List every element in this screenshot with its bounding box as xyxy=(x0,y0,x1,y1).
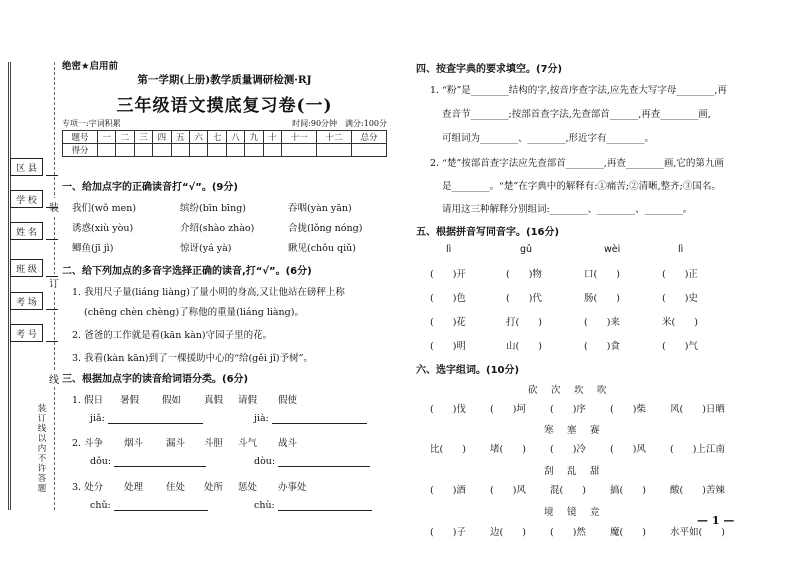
s3-answer-label: jià: xyxy=(254,413,269,424)
s3-answer-blank[interactable] xyxy=(114,510,208,511)
field-class-label: 班 级 xyxy=(10,259,43,277)
s3-answer-label: dòu: xyxy=(254,456,276,467)
s3-answer-blank[interactable] xyxy=(272,423,367,424)
s6-blank[interactable]: 水平如( ) xyxy=(670,527,725,538)
s5-blank[interactable]: ( )来 xyxy=(584,317,620,328)
s3-word: 烟斗 xyxy=(124,438,144,449)
topic-label: 专项一:字词积累 xyxy=(62,119,121,128)
score-header-cell: 二 xyxy=(116,131,134,144)
score-input-cell[interactable] xyxy=(153,144,171,157)
s3-answer[interactable] xyxy=(90,500,208,511)
s3-word: 战斗 xyxy=(278,438,298,449)
field-school-input[interactable] xyxy=(46,207,58,208)
seal-char: 线 xyxy=(49,370,59,387)
binding-strip xyxy=(6,62,58,510)
s5-blank[interactable]: ( )代 xyxy=(506,293,542,304)
s1-option[interactable]: 我们(wǒ men) xyxy=(72,203,137,214)
s6-blank[interactable]: 魔( ) xyxy=(610,527,646,538)
field-id-input[interactable] xyxy=(46,341,58,342)
s3-word: 漏斗 xyxy=(166,438,186,449)
score-header-cell: 四 xyxy=(153,131,171,144)
s3-word: 1. 假日 xyxy=(72,395,104,406)
s3-answer-blank[interactable] xyxy=(278,466,370,467)
s6-blank[interactable]: 酸( )苦辣 xyxy=(670,485,725,496)
s5-pinyin: lì xyxy=(446,244,452,255)
score-header-cell: 九 xyxy=(245,131,263,144)
score-header-cell: 总分 xyxy=(351,131,386,144)
field-name-input[interactable] xyxy=(46,239,58,240)
s1-option[interactable]: 瞅见(chǒu qiǔ) xyxy=(288,243,356,254)
s5-blank[interactable]: ( )物 xyxy=(506,269,542,280)
field-id-label: 考 号 xyxy=(10,324,43,342)
s5-blank[interactable]: ( )开 xyxy=(430,269,466,280)
s3-word: 假使 xyxy=(278,395,298,406)
score-header-row xyxy=(63,131,387,144)
exam-title: 三年级语文摸底复习卷(一) xyxy=(116,96,333,116)
score-header-cell: 十一 xyxy=(282,131,317,144)
s1-option[interactable]: 吞咽(yàn yān) xyxy=(288,203,352,214)
score-input-cell[interactable] xyxy=(226,144,244,157)
s5-pinyin: wèi xyxy=(604,244,621,255)
score-input-cell[interactable] xyxy=(134,144,152,157)
s1-option[interactable]: 诱惑(xiù yòu) xyxy=(72,223,134,234)
s6-blank[interactable]: ( )冷 xyxy=(550,444,586,455)
s6-char-choices: 寒 塞 赛 xyxy=(544,425,602,436)
s2-item[interactable]: 2. 爸爸的工作就是看(kān kàn)守园子里的花。 xyxy=(72,330,273,341)
score-header-cell: 六 xyxy=(190,131,208,144)
s6-blank[interactable]: 风( )日晒 xyxy=(670,404,725,415)
s6-char-choices: 砍 次 坎 吹 xyxy=(528,385,609,396)
s3-word: 处所 xyxy=(204,482,224,493)
s6-blank[interactable]: ( )风 xyxy=(610,444,646,455)
score-row-label: 得分 xyxy=(63,144,98,157)
s6-blank[interactable]: 搞( ) xyxy=(610,485,646,496)
score-input-cell[interactable] xyxy=(263,144,281,157)
score-input-cell[interactable] xyxy=(208,144,226,157)
score-header-cell: 十 xyxy=(263,131,281,144)
s3-word: 请假 xyxy=(238,395,258,406)
score-header-cell: 三 xyxy=(134,131,152,144)
s6-blank[interactable]: ( )酒 xyxy=(430,485,466,496)
s3-word: 2. 斗争 xyxy=(72,438,104,449)
field-class-input[interactable] xyxy=(46,276,58,277)
s3-word: 真假 xyxy=(204,395,224,406)
field-room-label: 考 场 xyxy=(10,292,43,310)
s3-word: 暑假 xyxy=(120,395,140,406)
score-input-cell[interactable] xyxy=(97,144,115,157)
s6-blank[interactable]: ( )坷 xyxy=(490,404,526,415)
field-district-label: 区 县 xyxy=(10,158,43,176)
score-header-cell: 七 xyxy=(208,131,226,144)
s3-answer-label: chǔ: xyxy=(90,500,111,511)
s3-answer-label: chù: xyxy=(254,500,275,511)
s6-char-choices: 境 镜 竞 xyxy=(544,507,602,518)
s6-blank[interactable]: ( )伐 xyxy=(430,404,466,415)
s2-item[interactable]: 3. 我看(kàn kān)到了一棵援助中心的“给(gěi jǐ)予树”。 xyxy=(72,353,313,364)
field-name-label: 姓 名 xyxy=(10,222,43,240)
page-number: — 1 — xyxy=(697,514,735,527)
s3-answer-blank[interactable] xyxy=(278,510,372,511)
s3-word: 假如 xyxy=(162,395,182,406)
field-district-input[interactable] xyxy=(46,175,58,176)
s3-word: 惩处 xyxy=(238,482,258,493)
s5-pinyin: gǔ xyxy=(520,244,533,255)
s3-word: 斗胆 xyxy=(204,438,224,449)
s6-blank[interactable]: ( )风 xyxy=(490,485,526,496)
s6-blank[interactable]: ( )上江南 xyxy=(670,444,725,455)
time-score-label: 时间:90分钟 满分:100分 xyxy=(292,119,387,128)
score-input-cell[interactable] xyxy=(351,144,386,157)
field-school-label: 学 校 xyxy=(10,190,43,208)
s5-blank[interactable]: 打( ) xyxy=(506,317,542,328)
s1-option[interactable]: 鲫鱼(jī jì) xyxy=(72,243,114,254)
binding-line xyxy=(10,62,11,510)
s1-option[interactable]: 介绍(shào zhào) xyxy=(180,223,255,234)
exam-meta xyxy=(62,118,387,129)
s6-blank[interactable]: ( )子 xyxy=(430,527,466,538)
s5-blank[interactable]: 米( ) xyxy=(662,317,698,328)
s3-answer[interactable] xyxy=(90,413,203,424)
score-input-cell[interactable] xyxy=(317,144,352,157)
s1-option[interactable]: 缤纷(bīn bīng) xyxy=(180,203,246,214)
exam-subtitle: 第一学期(上册)教学质量调研检测·RJ xyxy=(137,74,312,86)
s5-blank[interactable]: ( )色 xyxy=(430,293,466,304)
s5-blank[interactable]: ( )史 xyxy=(662,293,698,304)
s5-blank[interactable]: 口( ) xyxy=(584,269,620,280)
s1-option[interactable]: 惊讶(yá yà) xyxy=(180,243,232,254)
s4-q1-line[interactable]: 可组词为________、________,形近字有________。 xyxy=(442,133,655,144)
score-header-cell: 题号 xyxy=(63,131,98,144)
score-input-cell[interactable] xyxy=(116,144,134,157)
s3-answer-label: jiǎ: xyxy=(90,413,105,424)
s3-answer[interactable] xyxy=(254,456,370,467)
section-2-title: 二、给下列加点的多音字选择正确的读音,打“√”。(6分) xyxy=(62,266,312,277)
s6-char-choices: 刮 乱 甜 xyxy=(544,466,602,477)
s4-q2-line[interactable]: 请用这三种解释分别组词:________、________、________。 xyxy=(442,204,693,215)
seal-char: 装 xyxy=(49,198,59,215)
s6-blank[interactable]: 混( ) xyxy=(550,485,586,496)
binding-note: 装订线以内不许答题 xyxy=(37,404,47,494)
section-6-title: 六、选字组词。(10分) xyxy=(416,365,520,376)
s3-answer-blank[interactable] xyxy=(108,423,203,424)
s1-option[interactable]: 合拢(lǒng nóng) xyxy=(288,223,363,234)
score-header-cell: 一 xyxy=(97,131,115,144)
s4-q1-line[interactable]: 查音节________;按部首查字法,先查部首______,再查________画, xyxy=(442,109,711,120)
s5-blank[interactable]: ( )花 xyxy=(430,317,466,328)
section-4-title: 四、按查字典的要求填空。(7分) xyxy=(416,64,563,75)
s3-word: 办事处 xyxy=(278,482,307,493)
score-input-cell[interactable] xyxy=(190,144,208,157)
s2-item[interactable]: (chēng chèn chèng)了称他的重量(liáng liàng)。 xyxy=(84,307,304,318)
score-input-cell[interactable] xyxy=(282,144,317,157)
score-input-cell[interactable] xyxy=(245,144,263,157)
s5-blank[interactable]: ( )明 xyxy=(430,341,466,352)
seal-char: 订 xyxy=(49,274,59,291)
s6-blank[interactable]: ( )柴 xyxy=(610,404,646,415)
field-room-input[interactable] xyxy=(46,309,58,310)
left-column xyxy=(62,58,387,511)
s3-answer-label: dǒu: xyxy=(90,456,112,467)
section-3-title: 三、根据加点字的读音给词语分类。(6分) xyxy=(62,374,249,385)
s6-blank[interactable]: ( )然 xyxy=(550,527,586,538)
s5-blank[interactable]: ( )气 xyxy=(662,341,698,352)
s5-blank[interactable]: ( )食 xyxy=(584,341,620,352)
score-header-cell: 十二 xyxy=(317,131,352,144)
s4-q1-line[interactable]: 1. “粉”是________结构的字,按音序查字法,应先查大写字母________,再 xyxy=(430,85,727,96)
s6-blank[interactable]: ( )序 xyxy=(550,404,586,415)
binding-line xyxy=(8,62,9,510)
section-1-title: 一、给加点字的正确读音打“√”。(9分) xyxy=(62,182,238,193)
score-header-cell: 八 xyxy=(226,131,244,144)
secret-label: 绝密★启用前 xyxy=(62,61,119,72)
s3-answer[interactable] xyxy=(254,413,367,424)
s5-pinyin: lì xyxy=(678,244,684,255)
s4-q2-line[interactable]: 2. “楚”按部首查字法应先查部首________,再查________画,它的第九画 xyxy=(430,158,724,169)
s5-blank[interactable]: 肠( ) xyxy=(584,293,620,304)
s3-word: 斗气 xyxy=(238,438,258,449)
s3-answer[interactable] xyxy=(254,500,372,511)
score-input-cell[interactable] xyxy=(171,144,189,157)
s3-answer-blank[interactable] xyxy=(114,466,206,467)
s2-item[interactable]: 1. 我用尺子量(liáng liàng)了量小明的身高,又让他站在磅秤上称 xyxy=(72,287,345,298)
s5-blank[interactable]: 山( ) xyxy=(506,341,542,352)
score-value-row xyxy=(63,144,387,157)
s6-blank[interactable]: 堵( ) xyxy=(490,444,526,455)
score-table xyxy=(62,130,387,157)
s3-word: 住处 xyxy=(166,482,186,493)
s6-blank[interactable]: 比( ) xyxy=(430,444,466,455)
s3-answer[interactable] xyxy=(90,456,206,467)
s3-word: 处理 xyxy=(124,482,144,493)
s3-word: 3. 处分 xyxy=(72,482,104,493)
section-5-title: 五、根据拼音写同音字。(16分) xyxy=(416,227,560,238)
s6-blank[interactable]: 边( ) xyxy=(490,527,526,538)
s4-q2-line[interactable]: 是________。“楚”在字典中的解释有:①痛苦;②清晰,整齐;③国名。 xyxy=(442,181,721,192)
s5-blank[interactable]: ( )正 xyxy=(662,269,698,280)
score-header-cell: 五 xyxy=(171,131,189,144)
